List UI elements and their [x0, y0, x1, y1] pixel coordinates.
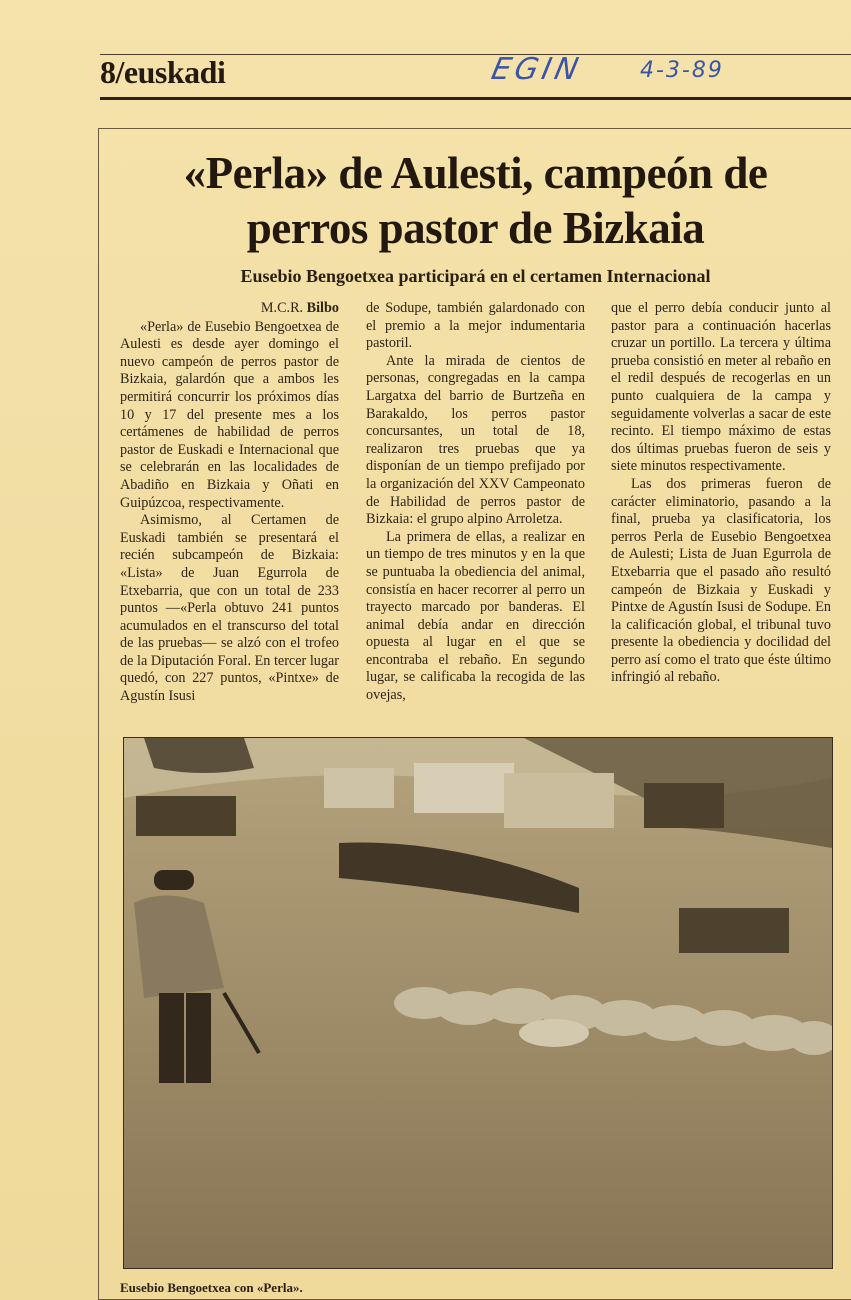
- paragraph: Asimismo, al Certamen de Euskadi también se presentará el recién subcampeón de Bizkaia: «Lista» de Juan Egurrola de Etxebarria, que con un total de 233 puntos —«Perla obtuvo 241 puntos acumulados en el transcurso del total de las pruebas— se alzó con el trofeo de la Diputación Foral. En tercer lugar quedó, con 227 puntos, «Pintxe» de Agustín Isusi: [120, 512, 339, 705]
- column-2: [366, 300, 585, 705]
- column-1: [120, 300, 339, 706]
- paragraph: que el perro debía conducir junto al pastor para a continuación hacerlas cruzar un portillo. La tercera y última prueba consistió en meter al rebaño en el redil después de recogerlas en un punto cualquiera de la campa y seguidamente volverlas a sacar de este recinto. El tiempo máximo de estas dos últimas pruebas fueron de seis y siete minutos respectivamente.: [611, 300, 831, 475]
- handwritten-source: EGIN: [488, 52, 586, 87]
- byline-author: M.C.R.: [260, 300, 304, 316]
- headline-line-1: «Perla» de Aulesti, campeón de: [183, 148, 768, 198]
- article-photo: [123, 737, 833, 1269]
- shepherd-photo-illustration: [124, 738, 832, 1268]
- paragraph: «Perla» de Eusebio Bengoetxea de Aulesti es desde ayer domingo el nuevo campeón de perros pastor de Bizkaia, galardón que a ambos les permitirá concurrir los próximos días 10 y 17 del presente mes a los certámenes de habilidad de perros pastor de Euskadi e Internacional que se celebrarán en las localidades de Abadiño en Bizkaia y Oñati en Guipúzcoa, respectivamente.: [120, 318, 339, 511]
- column-3: [611, 300, 831, 687]
- paragraph: Las dos primeras fueron de carácter eliminatorio, pasando a la final, prueba ya clasificatoria, los perros Perla de Eusebio Bengoetxea de Aulesti; Lista de Juan Egurrola de Etxebarria que el pasado año resultó campeón de Bizkaia y Euskadi y Pintxe de Agustín Isusi de Sodupe. En la calificación global, el tribunal tuvo presente la obediencia y docilidad del perro así como el trato que éste último infringió al rebaño.: [611, 475, 831, 686]
- photo-caption: Eusebio Bengoetxea con «Perla».: [120, 1280, 303, 1295]
- paragraph: Ante la mirada de cientos de personas, congregadas en la campa Largatxa del barrio de Burtzeña en Barakaldo, los perros pastor concursantes, un total de 18, realizaron tres pruebas que ya disponían de un tiempo prefijado por la organización del XXV Campeonato de Habilidad de perros pastor de Bizkaia: el grupo alpino Arroletza.: [366, 352, 585, 528]
- headline-line-2: perros pastor de Bizkaia: [246, 203, 705, 253]
- handwritten-date: 4-3-89: [640, 58, 724, 83]
- paragraph: La primera de ellas, a realizar en un tiempo de tres minutos y en la que se puntuaba la obediencia del animal, consistía en hacer recorrer al perro un trayecto marcado por banderas. El animal debía andar en dirección opuesta al lugar en el que se encontraba el rebaño. En segundo lugar, se calificaba la recogida de las ovejas,: [366, 528, 585, 704]
- headline: [100, 146, 851, 256]
- paragraph: de Sodupe, también galardonado con el premio a la mejor indumentaria pastoril.: [366, 300, 585, 352]
- byline: [120, 300, 339, 318]
- byline-place: Bilbo: [306, 300, 339, 316]
- header-rule: [100, 97, 851, 100]
- section-title: 8/euskadi: [100, 54, 226, 90]
- subheadline: Eusebio Bengoetxea participará en el certamen Internacional: [240, 266, 711, 286]
